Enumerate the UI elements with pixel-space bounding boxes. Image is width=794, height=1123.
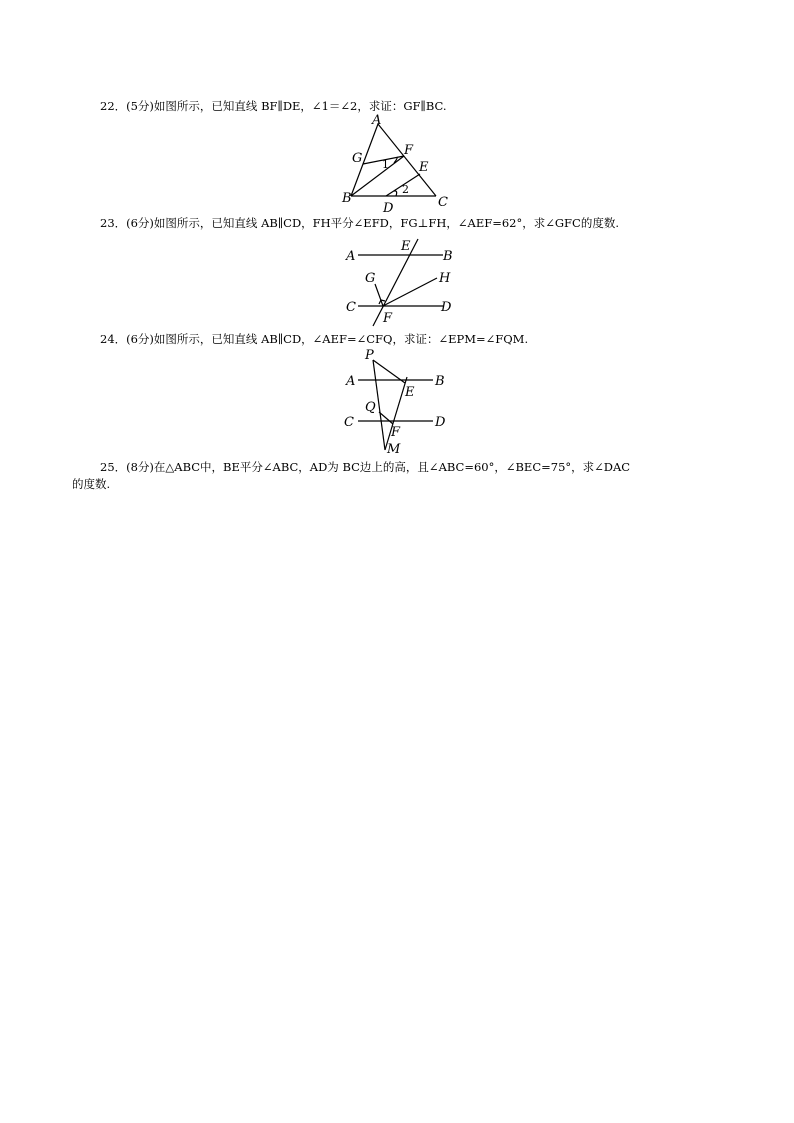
angle-1-label: 1: [382, 158, 389, 171]
label-p: P: [365, 348, 374, 363]
label-a: A: [346, 374, 356, 389]
label-c: C: [438, 195, 448, 210]
label-b: B: [342, 191, 352, 206]
question-23-text: 23．(6分)如图所示，已知直线 AB∥CD，FH平分∠EFD，FG⊥FH，∠AEF=62°，求∠GFC的度数.: [100, 216, 619, 230]
label-c: C: [346, 300, 356, 315]
label-h: H: [439, 271, 451, 286]
label-d: D: [435, 415, 446, 430]
label-c: C: [344, 415, 354, 430]
figure-24: [343, 347, 458, 457]
question-25-line-2: 的度数.: [72, 477, 111, 491]
label-m: M: [387, 442, 401, 457]
label-b: B: [435, 374, 445, 389]
label-e: E: [401, 239, 411, 254]
label-f: F: [404, 143, 414, 158]
label-e: E: [405, 385, 415, 400]
question-25-text: [72, 459, 722, 493]
label-a: A: [346, 249, 356, 264]
label-q: Q: [365, 400, 376, 415]
figure-22: [336, 114, 456, 214]
figure-23: [343, 234, 458, 329]
angle-2-label: 2: [402, 183, 409, 196]
label-d: D: [441, 300, 452, 315]
label-e: E: [419, 160, 429, 175]
question-25-line-1: 25．(8分)在△ABC中，BE平分∠ABC，AD为 BC边上的高，且∠ABC=60°，∠BEC=75°，求∠DAC: [100, 460, 631, 474]
label-d: D: [383, 201, 394, 216]
label-g: G: [352, 151, 363, 166]
question-24-text: 24．(6分)如图所示，已知直线 AB∥CD，∠AEF=∠CFQ，求证：∠EPM=∠FQM.: [100, 332, 529, 346]
label-f: F: [383, 311, 393, 326]
label-a: A: [372, 113, 382, 128]
question-22-text: 22．(5分)如图所示，已知直线 BF∥DE，∠1＝∠2，求证：GF∥BC.: [100, 99, 447, 113]
label-f: F: [391, 425, 401, 440]
label-b: B: [443, 249, 453, 264]
angle-2-arc: [394, 191, 397, 196]
label-g: G: [365, 271, 376, 286]
line-ef: [373, 239, 418, 326]
